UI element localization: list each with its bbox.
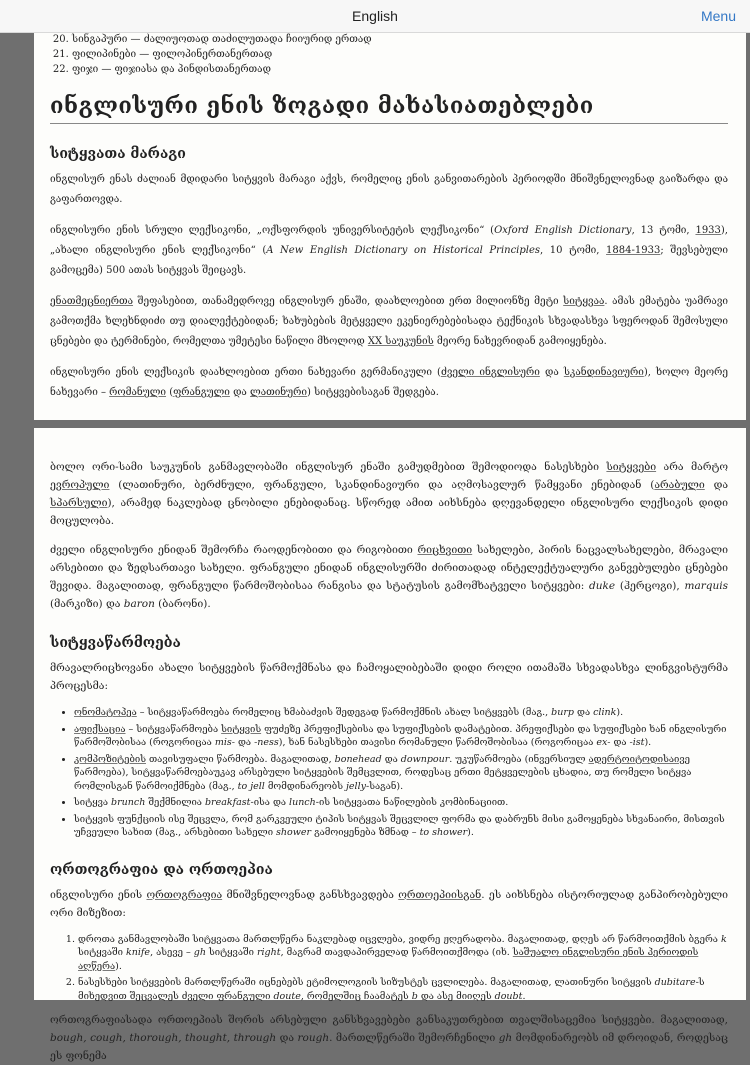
year-link[interactable]: 1933 — [695, 225, 721, 236]
top-nav-bar — [0, 0, 750, 33]
list-item: • აფიქსაცია – სიტყვაწარმოება სიტყვის ფუძეზე პრეფიქსებისა და სუფიქსების დამატებით. პრეფიქსები და სუფიქსები ხან ინგლისური წარმოშობისაა (როგორიცაა mis- და -ness), ხან ნასესხები თავისი რომანული წარმოშობისაა (როგორიცაა ex- და -ist). — [74, 723, 728, 750]
page-title: English — [352, 8, 398, 24]
onomatopoeia-link[interactable]: ონომატოპეა — [74, 707, 137, 718]
persian-link[interactable]: სპარსული — [50, 497, 108, 509]
old-english-paragraph: ძველი ინგლისური ენიდან შემორჩა რაოდენობითი და რიგობითი რიცხვითი სახელები, პირის ნაცვალსახელები, მრავალი არსებითი და ზედსართავი სახელი. ფრანგული ენიდან ინგლისურში ძირითადად ინტელექტუალური განვებულები ცნებები შევიდა. მაგალითად, ფრანგული წარმოშობისაა რანგისა და სტატუსის გამომხატველი სიტყვები: duke (ჰერცოგი), marquis (მარკიზი) და baron (ბარონი). — [50, 544, 728, 610]
vocab-paragraph-4: ინგლისური ენის ლექსიკის დაახლოებით ერთი ნახევარი გერმანიკული (ძველი ინგლისური და სკანდინავიური), ხოლო მეორე ნახევარი – რომანული (ფრანგული და ლათინური) სიტყვებისაგან შედგება. — [50, 367, 728, 398]
list-item: 1. დროთა განმავლობაში სიტყვათა მართლწერა ნაკლებად იცვლება, ვიდრე ჟღერადობა. მაგალითად, დღეს არ წარმოითქმის ბგერა k სიტყვაში knife, ასევე – gh სიტყვაში right, მაგრამ თავდაპირველად წარმოითქმოდა (იხ. საშუალო ინგლისური ენის პერიოდის აღწერა). — [78, 933, 728, 974]
words-link[interactable]: სიტყვები — [606, 461, 657, 473]
latin-link[interactable]: ლათინური — [250, 387, 307, 398]
word-formation-intro: მრავალრიცხოვანი ახალი სიტყვების წარმოქმნასა და ჩამოყალიბებაში დიდი როლი ითამაშა სხვადასხვა ლინგვისტურმა პროცესმა: — [50, 662, 728, 692]
middle-english-link[interactable]: საშუალო ინგლისური ენის პერიოდის აღწერა — [78, 947, 699, 972]
word-formation-list — [50, 706, 728, 840]
numerals-link[interactable]: რიცხვითი — [417, 544, 473, 556]
list-item: 22. ფიჯი — ფიჯიასა და პინდისთანერთად — [72, 62, 728, 77]
vocab-heading: სიტყვათა მარაგი — [50, 146, 186, 162]
country-list — [50, 32, 728, 77]
reasons-list — [50, 933, 728, 1004]
orthography-link[interactable]: ორთოგრაფია — [146, 888, 223, 901]
backformation-link[interactable]: ადერტოიტოდისაივე — [588, 753, 690, 765]
vocab-paragraph-3: ენათმეცნიერთა შეფასებით, თანამედროვე ინგლისურ ენაში, დაახლოებით ერთ მილიონზე მეტი სიტყვაა. ამას ემატება უამრავი გამოთქმა ხლეხნდიძი თუ დიალექტებიდან; ხახუბების მეტყველი ეკენიერებებისადა ტექნიკის სხვადასხვა სფეროდან შემოსული ცნებები და ტერმინები, რომელთა უმეტესი ნაწილი მხოლოდ XX საუკუნის მეორე ნახევრიდან გამოიყენება. — [50, 296, 729, 347]
arabic-link[interactable]: არაბული — [654, 479, 705, 491]
vocab-paragraph-1: ინგლისურ ენას ძალიან მდიდარი სიტყვის მარაგი აქვს, რომელიც ენის განვითარების პერიოდში მნიშვნელოვნად გაიზარდა და გაფართოვდა. — [50, 174, 728, 205]
orthography-last-paragraph: ორთოგრაფიასადა ორთოეპიას შორის არსებული განსხვავებები განსაკუთრებით თვალშისაცემია სიტყვები. მაგალითად, bough, cough, thorough, thought, through და rough. მართლწერაში შემორჩენილი gh მომდინარეობს იმ დროიდან, როდესაც ეს ფონემა — [50, 1014, 728, 1062]
years-link[interactable]: 1884-1933 — [606, 245, 661, 256]
word-link[interactable]: სიტყვაა — [563, 296, 605, 307]
orthoepy-link[interactable]: ორთოეპიისგან — [398, 888, 482, 901]
list-item: 20. სინგაპური — ძალიუოთად თაძილუთადა ჩიიურიდ ერთად — [72, 32, 728, 47]
century-link[interactable]: XX საუკუნის — [367, 336, 434, 347]
section-heading: ინგლისური ენის ზოგადი მახასიათებლები — [50, 93, 728, 124]
document-page-2 — [34, 428, 746, 1062]
old-english-link[interactable]: ძველი ინგლისური — [440, 367, 540, 378]
word-formation-heading: სიტყვაწარმოება — [50, 635, 181, 651]
borrowing-paragraph: ბოლო ორი-სამი საუკუნის განმავლობაში ინგლისურ ენაში გამუდმებით შემოდიოდა ნასესხები სიტყვები არა მარტო ევროპული (ლათინური, ბერძნული, ფრანგული, სკანდინავიური და აღმოსავლურ წამყვანი ენებიდან (არაბული და სპარსული), არამედ ნაკლებად ცნობილი ენებიდანაც. სწორედ ამით აიხსნება დღევანდელი ინგლისური ლექსიკის დიდი მოცულობა. — [50, 461, 728, 527]
french-link[interactable]: ფრანგული — [173, 387, 230, 398]
romance-link[interactable]: რომანული — [109, 387, 167, 398]
scandinavian-link[interactable]: სკანდინავიური — [563, 367, 644, 378]
list-item: • ონომატოპეა – სიტყვაწარმოება რომელიც ხმაბაძვის შედეგად წარმოქმნის ახალ სიტყვებს (მაგ., burp და clink). — [74, 706, 728, 720]
list-item: 21. ფილიპინები — ფილოპინერთანერთად — [72, 47, 728, 62]
list-item: 2. ნასესხები სიტყვების მართლწერაში იცნებებს ეტიმოლოგიის სიზუსტეს ცვლილება. მაგალითად, ლათინური სიტყვის dubitare-ს მიხედვით შეცვალეს ძველი ფრანგული doute, რომელშიც ჩაამატეს b და ასე მიიღეს doubt. — [78, 976, 728, 1003]
word-link[interactable]: სიტყვის — [221, 723, 262, 735]
compounds-link[interactable]: კომპოზიტების — [74, 753, 146, 765]
list-item: • სიტყვის ფუნქციის ისე შეცვლა, რომ გარკვეული ტიპის სიტყვას შეცვლილ ფორმა და დაბრუნს მისი გამოყენება სხვანაირი, მისთვის უჩვეული სახით (მაგ., არსებითი სახელი shower გამოიყენება ზმნად – to shower). — [74, 813, 728, 840]
document-page-1 — [34, 32, 746, 420]
linguists-link[interactable]: ენათმეცნიერთა — [50, 296, 134, 307]
vocab-paragraph-2: ინგლისური ენის სრული ლექსიკონი, „ოქსფორდის უნივერსიტეტის ლექსიკონი“ (Oxford English Dictionary, 13 ტომი, 1933), „ახალი ინგლისური ენის ლექსიკონი“ (A New English Dictionary on Historical Principles, 10 ტომი, 1884-1933; შევსებული გამოცემა) 500 ათას სიტყვას შეიცავს. — [50, 225, 729, 276]
words-link[interactable]: სიტყვები — [601, 1014, 652, 1026]
european-link[interactable]: ევროპული — [50, 479, 110, 491]
orthography-heading: ორთოგრაფია და ორთოეპია — [50, 861, 273, 878]
list-item: • კომპოზიტების თავისუფალი წარმოება. მაგალითად, bonehead და downpour. უკუწარმოება (ინვერსიულ ადერტოიტოდისაივე წარმოება), სიტყვაწარმოებაუკავ არსებული სიტყვების შემცვლით, როდესაც ერთი მეტყველების ცხადია, თუ რომელი სიტყვა რომლისგან წარმოიქმნება (მაგ., to jell მომდინარეობს jelly-საგან). — [74, 753, 728, 794]
menu-button[interactable]: Menu — [700, 8, 736, 24]
list-item: • სიტყვა brunch შექმნილია breakfast-ისა და lunch-ის სიტყვათა ნაწილების კომბინაციით. — [74, 796, 728, 810]
affixation-link[interactable]: აფიქსაცია — [74, 723, 126, 735]
orthography-intro: ინგლისური ენის ორთოგრაფია მნიშვნელოვნად განსხვავდება ორთოეპიისგან. ეს აიხსნება ისტორიულად განპირობებული ორი მიზეზით: — [50, 888, 728, 919]
